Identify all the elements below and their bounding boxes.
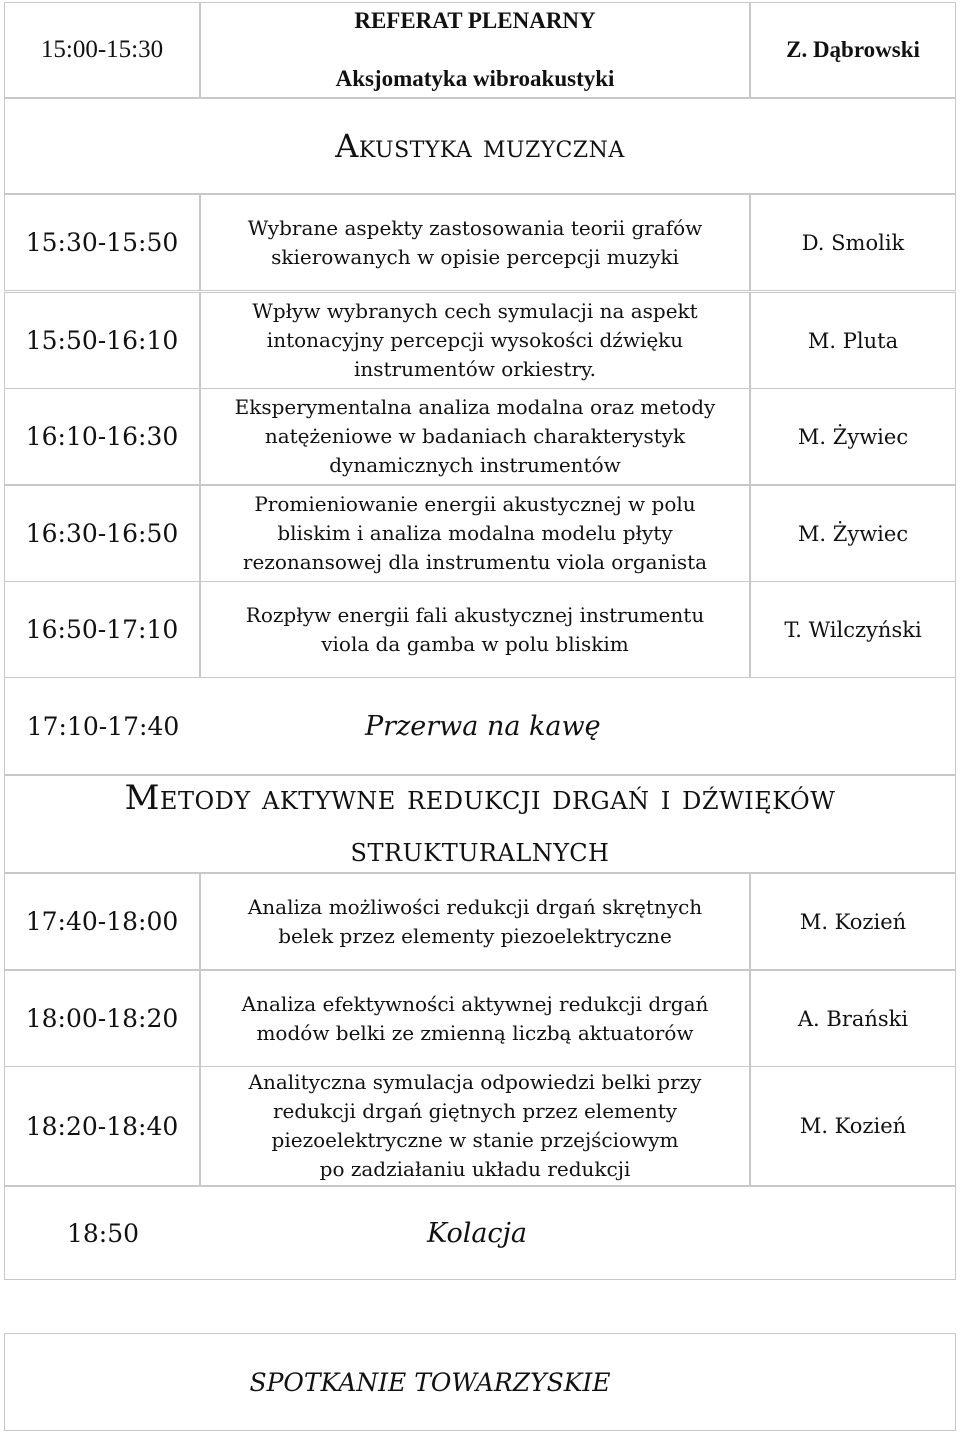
speaker-name: T. Wilczyński xyxy=(784,617,922,642)
time-label: 15:50-16:10 xyxy=(25,326,179,355)
time-label: 16:30-16:50 xyxy=(25,519,179,548)
speaker-name: M. Żywiec xyxy=(797,424,909,449)
dinner-row xyxy=(4,1186,956,1280)
social-meeting-label: SPOTKANIE TOWARZYSKIE xyxy=(249,1367,611,1397)
section_music-talk-title xyxy=(200,388,750,485)
talk-title-line: Analiza efektywności aktywnej redukcji drgań xyxy=(241,991,709,1016)
talk-title-line: Promieniowanie energii akustycznej w polu xyxy=(254,492,696,516)
talk-title-line: bliskim i analiza modalna modelu płyty xyxy=(277,521,673,545)
section_music-talk-title xyxy=(200,581,750,678)
section_active-speaker-cell xyxy=(750,970,956,1067)
plenary-title: Aksjomatyka wibroakustyki xyxy=(335,66,615,91)
time-label: 18:20-18:40 xyxy=(25,1111,179,1141)
talk-title-line: Rozpływ energii fali akustycznej instrumentu xyxy=(245,602,705,627)
time-label: 15:30-15:50 xyxy=(25,228,179,257)
talk-title-line: modów belki ze zmienną liczbą aktuatorów xyxy=(256,1020,694,1045)
break-label: Przerwa na kawę xyxy=(365,710,601,742)
break-time: 17:10-17:40 xyxy=(26,711,180,741)
section_music-talk-title xyxy=(200,485,750,582)
section_music-time-cell xyxy=(4,581,200,678)
speaker-name: D. Smolik xyxy=(801,230,905,255)
section_music-speaker-cell xyxy=(750,485,956,582)
section_music-time-cell xyxy=(4,388,200,485)
talk-title-line: Analiza możliwości redukcji drgań skrętnych xyxy=(247,894,703,919)
section_music-talk-title xyxy=(200,194,750,291)
section-title-acoustics xyxy=(4,98,956,194)
section-title: Akustyka muzyczna xyxy=(335,127,625,165)
plenary-talk xyxy=(200,2,750,98)
section_music-time-cell xyxy=(4,194,200,291)
section_active-talk-title xyxy=(200,873,750,970)
plenary-speaker xyxy=(750,2,956,98)
section_music-speaker-cell xyxy=(750,194,956,291)
dinner-time: 18:50 xyxy=(66,1218,140,1248)
section-title-active-methods xyxy=(4,775,956,873)
speaker-name: M. Żywiec xyxy=(797,521,909,546)
section_active-time-cell xyxy=(4,1066,200,1186)
time-label: 15:00-15:30 xyxy=(40,36,164,63)
section_active-speaker-cell xyxy=(750,1066,956,1186)
section-title-line-1: Metody aktywne redukcji drgań i dźwięków xyxy=(124,778,836,818)
time-label: 16:10-16:30 xyxy=(25,422,179,451)
section_active-time-cell xyxy=(4,873,200,970)
talk-title-line: natężeniowe w badaniach charakterystyk xyxy=(264,424,686,448)
social-meeting-box xyxy=(4,1333,956,1431)
time-label: 18:00-18:20 xyxy=(25,1004,179,1033)
talk-title-line: piezoelektryczne w stanie przejściowym xyxy=(271,1128,679,1152)
section_active-talk-title xyxy=(200,970,750,1067)
speaker-name: M. Pluta xyxy=(807,328,899,353)
talk-title-line: skierowanych w opisie percepcji muzyki xyxy=(271,244,679,269)
speaker-name: Z. Dąbrowski xyxy=(786,37,920,62)
section_active-speaker-cell xyxy=(750,873,956,970)
speaker-name: M. Kozień xyxy=(799,909,907,934)
talk-title-line: instrumentów orkiestry. xyxy=(353,357,597,381)
section_music-talk-title xyxy=(200,292,750,389)
section_music-speaker-cell xyxy=(750,581,956,678)
section_active-time-cell xyxy=(4,970,200,1067)
section_music-time-cell xyxy=(4,485,200,582)
time-label: 16:50-17:10 xyxy=(25,615,179,644)
plenary-label: REFERAT PLENARNY xyxy=(354,8,596,33)
section_music-speaker-cell xyxy=(750,388,956,485)
talk-title-line: Wpływ wybranych cech symulacji na aspekt xyxy=(252,299,698,323)
dinner-label: Kolacja xyxy=(427,1217,528,1249)
section_music-speaker-cell xyxy=(750,292,956,389)
plenary-time xyxy=(4,2,200,98)
speaker-name: A. Brański xyxy=(797,1006,909,1031)
talk-title-line: Wybrane aspekty zastosowania teorii grafów xyxy=(247,215,703,240)
talk-title-line: Eksperymentalna analiza modalna oraz metody xyxy=(234,395,716,419)
section_active-talk-title xyxy=(200,1066,750,1186)
talk-title-line: intonacyjny percepcji wysokości dźwięku xyxy=(266,328,684,352)
speaker-name: M. Kozień xyxy=(799,1114,907,1138)
section_music-time-cell xyxy=(4,292,200,389)
talk-title-line: dynamicznych instrumentów xyxy=(329,453,621,477)
talk-title-line: rezonansowej dla instrumentu viola organista xyxy=(242,550,708,574)
talk-title-line: Analityczna symulacja odpowiedzi belki przy xyxy=(248,1070,702,1094)
time-label: 17:40-18:00 xyxy=(25,907,179,936)
section-title-line-2: strukturalnych xyxy=(350,830,610,870)
talk-title-line: belek przez elementy piezoelektryczne xyxy=(278,923,672,948)
break-row xyxy=(4,677,956,775)
talk-title-line: redukcji drgań giętnych przez elementy xyxy=(272,1099,678,1123)
talk-title-line: viola da gamba w polu bliskim xyxy=(321,631,629,656)
talk-title-line: po zadziałaniu układu redukcji xyxy=(319,1157,631,1181)
